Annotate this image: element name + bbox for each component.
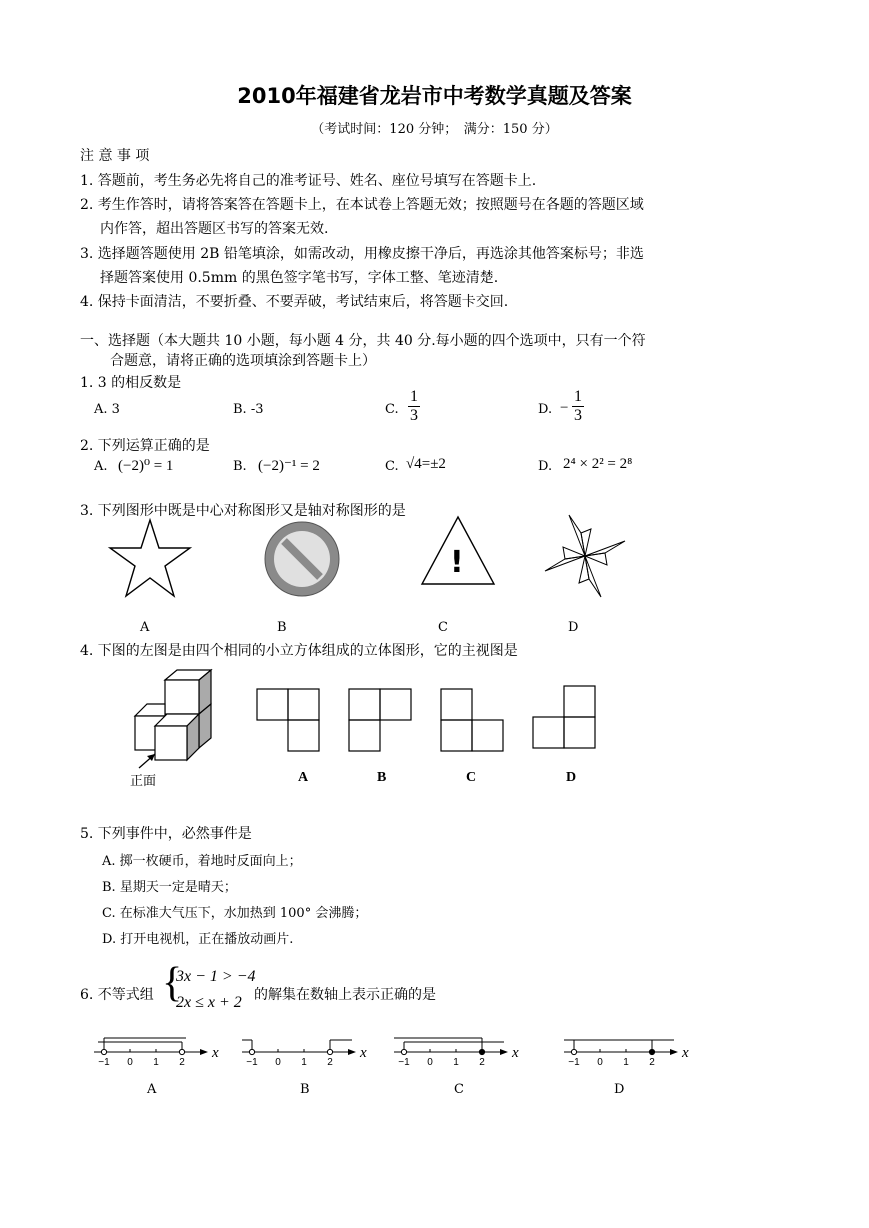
q1-option-b: B. -3 (233, 402, 264, 417)
notice-item: 择题答案使用 0.5mm 的黑色签字笔书写，字体工整、笔迹清楚. (100, 270, 499, 286)
q3-figure-d-pinwheel (543, 513, 627, 599)
section-heading-cont: 合题意，请将正确的选项填涂到答题卡上） (110, 353, 376, 369)
q6-tick-label: 1 (153, 1057, 159, 1068)
q4-cube-stack-figure (125, 668, 225, 778)
notice-item: 1. 答题前，考生务必先将自己的准考证号、姓名、座位号填写在答题卡上. (80, 173, 537, 189)
q6-endpoint (479, 1049, 484, 1054)
q4-option-d-figure (532, 685, 596, 749)
q4-label-d: D (566, 770, 577, 785)
q1-d-numerator: 1 (574, 388, 582, 405)
section-heading: 一、选择题（本大题共 10 小题，每小题 4 分，共 40 分.每小题的四个选项中，只有一个符 (80, 333, 646, 349)
q5-stem: 5. 下列事件中，必然事件是 (80, 826, 252, 842)
q6-tick-label: −1 (246, 1057, 258, 1068)
q4-option-c-figure (440, 688, 504, 752)
q3-figure-a-star (108, 518, 192, 598)
q6-label-a: A (147, 1082, 157, 1097)
q2-option-a: (−2)⁰ = 1 (118, 458, 174, 474)
q2-option-c: √4=±2 (406, 456, 446, 472)
q6-tick-label: 2 (479, 1057, 485, 1068)
q6-endpoint (571, 1049, 576, 1054)
page-title: 2010年福建省龙岩市中考数学真题及答案 (237, 84, 632, 108)
q4-label-b: B (377, 770, 387, 785)
q2-option-d: 2⁴ × 2² = 2⁸ (563, 456, 633, 472)
q5-option-d: D. 打开电视机，正在播放动画片. (102, 932, 294, 947)
q3-label-d: D (568, 620, 579, 635)
q6-label-d: D (614, 1082, 625, 1097)
exam-info: （考试时间：120 分钟； 满分：150 分） (311, 122, 558, 137)
q4-stem: 4. 下图的左图是由四个相同的小立方体组成的立体图形，它的主视图是 (80, 643, 518, 659)
q6-endpoint (401, 1049, 406, 1054)
q6-endpoint (249, 1049, 254, 1054)
q6-tick-label: 1 (623, 1057, 629, 1068)
notice-heading: 注 意 事 项 (80, 148, 150, 164)
q4-label-c: C (466, 770, 477, 785)
q3-label-a: A (140, 620, 150, 635)
q6-tick-label: 2 (179, 1057, 185, 1068)
q6-tick-label: −1 (98, 1057, 110, 1068)
q1-option-d-label: D. (538, 402, 553, 417)
notice-item: 内作答，超出答题区书写的答案无效. (100, 221, 329, 237)
q2-option-c-label: C. (385, 459, 399, 474)
notice-item: 3. 选择题答题使用 2B 铅笔填涂，如需改动，用橡皮擦干净后，再选涂其他答案标号；非选 (80, 246, 644, 262)
q3-stem: 3. 下列图形中既是中心对称图形又是轴对称图形的是 (80, 503, 406, 519)
q2-stem: 2. 下列运算正确的是 (80, 438, 210, 454)
q3-label-b: B (277, 620, 287, 635)
q6-label-b: B (300, 1082, 310, 1097)
q3-exclamation-icon: ! (450, 545, 464, 580)
q5-option-b: B. 星期天一定是晴天； (102, 880, 237, 895)
q6-tick-label: 0 (275, 1057, 281, 1068)
q1-stem: 1. 3 的相反数是 (80, 375, 182, 391)
q4-option-b-figure (348, 688, 412, 752)
notice-item: 2. 考生作答时，请将答案答在答题卡上，在本试卷上答题无效；按照题号在各题的答题区域 (80, 197, 644, 213)
q6-label-c: C (454, 1082, 464, 1097)
q1-c-denominator: 3 (410, 406, 418, 424)
q2-option-b-label: B. (233, 459, 247, 474)
q6-tick-label: −1 (568, 1057, 580, 1068)
q6-endpoint (649, 1049, 654, 1054)
q6-axis-variable: x (360, 1045, 367, 1061)
q6-endpoint (327, 1049, 332, 1054)
q1-d-sign: − (560, 400, 569, 416)
q6-tick-label: 0 (427, 1057, 433, 1068)
q6-tick-label: 2 (649, 1057, 655, 1068)
q1-d-denominator: 3 (574, 406, 582, 424)
q6-stem-prefix: 6. 不等式组 (80, 987, 154, 1003)
q2-option-a-label: A. (94, 459, 108, 474)
q6-numberline-c (392, 1032, 522, 1072)
q6-tick-label: 0 (597, 1057, 603, 1068)
q6-tick-label: 2 (327, 1057, 333, 1068)
q3-figure-b-no-sign (262, 519, 342, 599)
q6-axis-variable: x (682, 1045, 689, 1061)
q5-option-a: A. 掷一枚硬币，着地时反面向上； (102, 854, 302, 869)
notice-item: 4. 保持卡面清洁，不要折叠、不要弄破，考试结束后，将答题卡交回. (80, 294, 509, 310)
q6-endpoint (179, 1049, 184, 1054)
q6-axis-variable: x (212, 1045, 219, 1061)
q1-option-c-label: C. (385, 402, 399, 417)
q6-inequality-1: 3x − 1 > −4 (176, 968, 256, 985)
q1-option-d-fraction (572, 388, 584, 424)
q6-brace: { (162, 960, 183, 1006)
q6-inequality-2: 2x ≤ x + 2 (176, 994, 242, 1011)
q6-tick-label: 1 (453, 1057, 459, 1068)
q1-c-numerator: 1 (410, 388, 418, 405)
q1-option-c-fraction (408, 388, 420, 424)
q6-axis-variable: x (512, 1045, 519, 1061)
q4-front-label: 正面 (130, 774, 157, 789)
q6-numberline-a (92, 1032, 222, 1072)
q6-tick-label: 1 (301, 1057, 307, 1068)
q4-option-a-figure (256, 688, 320, 752)
q6-tick-label: 0 (127, 1057, 133, 1068)
q6-tick-label: −1 (398, 1057, 410, 1068)
q6-endpoint (101, 1049, 106, 1054)
q5-option-c: C. 在标准大气压下，水加热到 100° 会沸腾； (102, 906, 368, 921)
q3-label-c: C (438, 620, 448, 635)
q6-numberline-d (562, 1032, 692, 1072)
q2-option-b: (−2)⁻¹ = 2 (258, 458, 320, 474)
q2-option-d-label: D. (538, 459, 553, 474)
q6-numberline-b (240, 1032, 370, 1072)
q6-stem-suffix: 的解集在数轴上表示正确的是 (254, 987, 436, 1003)
q1-option-a: A. 3 (94, 402, 120, 417)
q4-label-a: A (298, 770, 309, 785)
